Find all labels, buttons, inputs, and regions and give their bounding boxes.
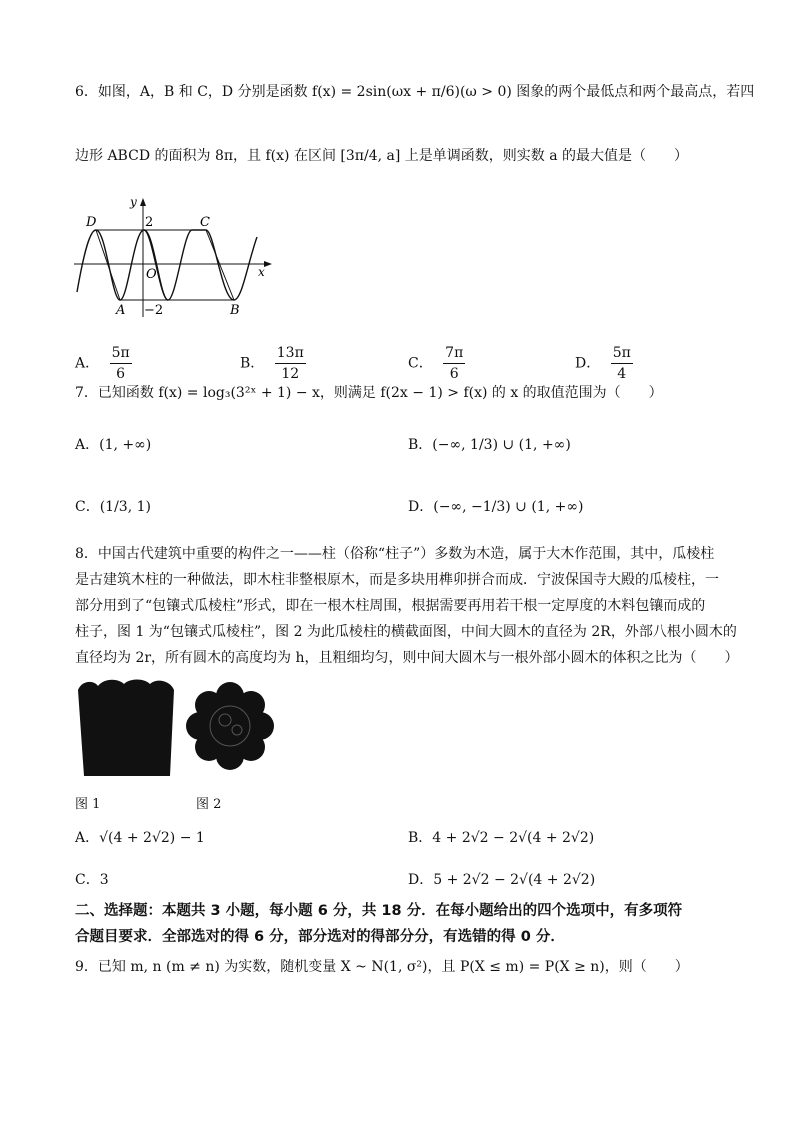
q9-stem: 9．已知 m, n (m ≠ n) 为实数，随机变量 X ~ N(1, σ²)，且 P(X ≤ m) = P(X ≥ n)，则（ ） bbox=[75, 959, 689, 975]
q8-line1: 8．中国古代建筑中重要的构件之一——柱（俗称“柱子”）多数为木造，属于大木作范围，其中，瓜棱柱 bbox=[75, 546, 715, 562]
q7-stem: 7．已知函数 f(x) = log₃(3²ˣ + 1) − x，则满足 f(2x − 1) > f(x) 的 x 的取值范围为（ ） bbox=[75, 385, 663, 401]
q6-line1: 6．如图，A，B 和 C，D 分别是函数 f(x) = 2sin(ωx + π/6)(ω > 0) 图象的两个最低点和两个最高点，若四 bbox=[75, 84, 755, 100]
graph-label-bottom: −2 bbox=[144, 303, 164, 318]
q6-option-d[interactable]: D． $\frac{5\pi}{4}$ bbox=[575, 345, 631, 382]
q8-option-c[interactable]: C．3 bbox=[75, 872, 109, 888]
q8-line2: 是古建筑木柱的一种做法，即木柱非整根原木，而是多块用榫卯拼合而成．宁波保国寺大殿的瓜棱柱，一 bbox=[75, 572, 719, 588]
graph-label-D: D bbox=[86, 215, 97, 230]
graph-label-B: B bbox=[230, 303, 240, 318]
graph-label-top: 2 bbox=[145, 215, 154, 230]
q6-option-b[interactable]: B． $\frac{13\pi}{12}$ bbox=[240, 345, 304, 382]
q8-figure2-caption: 图 2 bbox=[196, 797, 222, 812]
q8-option-d[interactable]: D．5 + 2√2 − 2√(4 + 2√2) bbox=[408, 872, 596, 888]
q6-option-a[interactable]: A． $\frac{5\pi}{6}$ bbox=[75, 345, 130, 382]
q8-line4: 柱子，图 1 为“包镶式瓜棱柱”，图 2 为此瓜棱柱的横截面图，中间大圆木的直径为 2R，外部八根小圆木的 bbox=[75, 624, 737, 640]
q7-option-a[interactable]: A．(1, +∞) bbox=[75, 437, 152, 453]
q8-line3: 部分用到了“包镶式瓜棱柱”形式，即在一根木柱周围，根据需要再用若干根一定厚度的木料包镶而成的 bbox=[75, 598, 706, 614]
section2-heading-line1: 二、选择题：本题共 3 小题，每小题 6 分，共 18 分．在每小题给出的四个选项中，有多项符 bbox=[75, 903, 683, 919]
q6-sine-graph bbox=[72, 192, 282, 322]
graph-label-y: y bbox=[130, 195, 137, 209]
q8-option-a[interactable]: A．√(4 + 2√2) − 1 bbox=[75, 830, 205, 846]
q8-figure1-pillar bbox=[72, 678, 182, 778]
q8-option-b[interactable]: B．4 + 2√2 − 2√(4 + 2√2) bbox=[408, 830, 595, 846]
q8-line5: 直径均为 2r，所有圆木的高度均为 h，且粗细均匀，则中间大圆木与一根外部小圆木的体积之比为（ ） bbox=[75, 650, 739, 666]
graph-label-A: A bbox=[116, 303, 126, 318]
q6-line2: 边形 ABCD 的面积为 8π，且 f(x) 在区间 [3π/4, a] 上是单调函数，则实数 a 的最大值是（ ） bbox=[75, 148, 689, 164]
q7-option-c[interactable]: C．(1/3, 1) bbox=[75, 499, 151, 515]
graph-label-O: O bbox=[146, 267, 157, 282]
q7-option-d[interactable]: D．(−∞, −1/3) ∪ (1, +∞) bbox=[408, 499, 584, 515]
q8-figure1-caption: 图 1 bbox=[75, 797, 101, 812]
q7-option-b[interactable]: B．(−∞, 1/3) ∪ (1, +∞) bbox=[408, 437, 571, 453]
q6-option-c[interactable]: C． $\frac{7\pi}{6}$ bbox=[408, 345, 464, 382]
section2-heading-line2: 合题目要求．全部选对的得 6 分，部分选对的得部分分，有选错的得 0 分． bbox=[75, 929, 565, 945]
q8-figure2-cross-section bbox=[180, 680, 280, 772]
graph-label-x: x bbox=[258, 265, 265, 279]
graph-label-C: C bbox=[200, 215, 210, 230]
